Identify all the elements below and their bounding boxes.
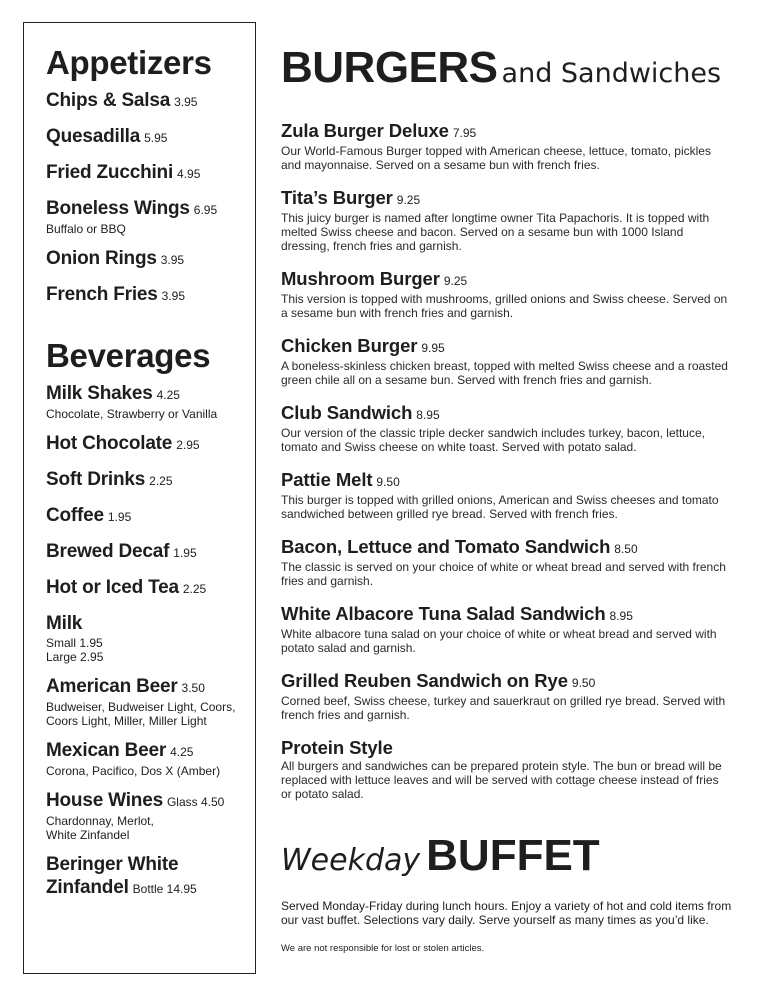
item-description: Corned beef, Swiss cheese, turkey and sauerkraut on grilled rye bread. Served with french fries and garnish. [281, 694, 726, 722]
item-name-line [281, 402, 751, 426]
item-description: This juicy burger is named after longtime owner Tita Papachoris. It is topped with melted Swiss cheese and bacon. Served on a sesame bun with 1000 Island dressing, french fries and garnish. [281, 211, 710, 253]
item-price: 4.95 [177, 167, 201, 181]
item-note: Large 2.95 [46, 650, 104, 664]
item-name-line [46, 382, 255, 407]
item-price: 4.25 [156, 388, 180, 402]
item-description: This version is topped with mushrooms, grilled onions and Swiss cheese. Served on a sesame bun with french fries and garnish. [281, 292, 728, 320]
item-name-line [46, 504, 255, 529]
item-name: House Wines [46, 790, 163, 811]
menu-item [46, 876, 255, 901]
menu-item [46, 161, 255, 186]
item-price: 3.95 [161, 289, 185, 303]
item-note: Buffalo or BBQ [46, 222, 126, 236]
item-note: Chardonnay, Merlot, [46, 814, 154, 828]
burgers-list [281, 120, 751, 801]
menu-item [46, 197, 255, 236]
menu-item [46, 283, 255, 308]
item-note: Coors Light, Miller, Miller Light [46, 714, 207, 728]
item-price: 5.95 [144, 131, 168, 145]
item-name: Grilled Reuben Sandwich on Rye [281, 670, 568, 691]
menu-item [46, 89, 255, 114]
item-name-line [46, 876, 255, 901]
item-note: Small 1.95 [46, 636, 103, 650]
menu-item [281, 268, 751, 320]
item-name-line [281, 120, 751, 144]
item-price: 8.95 [609, 609, 633, 623]
item-price: 9.50 [376, 475, 400, 489]
menu-item [281, 536, 751, 588]
appetizers-heading: Appetizers [46, 44, 212, 81]
burgers-section [281, 44, 751, 954]
menu-item [46, 540, 255, 565]
item-price: 3.50 [181, 681, 205, 695]
item-name-line [46, 540, 255, 565]
item-price: 9.95 [421, 341, 445, 355]
item-name-line [46, 853, 255, 877]
menu-item [281, 670, 751, 722]
item-name-line [281, 335, 751, 359]
item-price: 9.25 [396, 193, 421, 207]
item-name: Mushroom Burger [281, 268, 440, 289]
menu-item [46, 468, 255, 493]
appetizers-list [46, 89, 255, 308]
menu-item [281, 187, 751, 253]
item-name-line [46, 739, 255, 764]
beverages-list [46, 382, 255, 901]
item-price: 3.95 [160, 253, 185, 267]
item-description: A boneless-skinless chicken breast, topped with melted Swiss cheese and a roasted green chile all on a sesame bun. Served with french fries and garnish. [281, 359, 728, 387]
item-price: 4.25 [170, 745, 194, 759]
item-description: All burgers and sandwiches can be prepared protein style. The bun or bread will be replaced with lettuce leaves and will be served with cottage cheese instead of fries or potato salad. [281, 759, 722, 801]
menu-item [46, 789, 255, 842]
item-price: 7.95 [452, 126, 477, 140]
buffet-title-script: Weekday [281, 843, 421, 878]
item-price: 2.25 [182, 582, 207, 596]
menu-item [46, 675, 255, 728]
item-price: 1.95 [173, 546, 197, 560]
item-name-line [46, 675, 255, 700]
item-price: Bottle 14.95 [132, 882, 197, 896]
menu-item [46, 382, 255, 421]
item-name: Hot Chocolate [46, 433, 173, 454]
burgers-title-bold: BURGERS [281, 43, 498, 92]
item-price: 2.95 [176, 438, 200, 452]
item-price: 8.50 [614, 542, 638, 556]
item-name: Brewed Decaf [46, 541, 170, 562]
drinks-appetizers-panel [23, 22, 256, 974]
item-name: Pattie Melt [281, 469, 373, 490]
menu-item [281, 469, 751, 521]
item-price: Glass 4.50 [166, 795, 225, 809]
item-name: Bacon, Lettuce and Tomato Sandwich [281, 536, 611, 557]
item-note: Corona, Pacifico, Dos X (Amber) [46, 764, 221, 778]
disclaimer: We are not responsible for lost or stolen articles. [281, 943, 485, 954]
menu-item [281, 335, 751, 387]
buffet-title [281, 831, 751, 891]
item-name-line [46, 283, 255, 308]
item-name: Coffee [46, 505, 104, 526]
item-name: Zinfandel [46, 877, 129, 898]
burgers-title [281, 44, 751, 102]
item-name-line [46, 161, 255, 186]
item-name-line [46, 789, 255, 814]
item-price: 6.95 [193, 203, 218, 217]
item-name: Hot or Iced Tea [46, 577, 179, 598]
item-price: 8.95 [416, 408, 440, 422]
item-name-line [46, 125, 255, 150]
item-name-line [46, 576, 255, 601]
menu-item [281, 120, 751, 172]
item-name: Zula Burger Deluxe [281, 120, 449, 141]
item-name: Chips & Salsa [46, 90, 171, 111]
menu-item [46, 853, 255, 877]
item-price: 3.95 [174, 95, 198, 109]
item-name-line [281, 187, 751, 211]
menu-item [46, 612, 255, 664]
menu-item [281, 402, 751, 454]
item-name: Fried Zucchini [46, 162, 174, 183]
menu-item [46, 504, 255, 529]
item-name-line [46, 197, 255, 222]
item-price: 9.50 [571, 676, 596, 690]
item-price: 9.25 [443, 274, 468, 288]
item-name: Mexican Beer [46, 740, 167, 761]
menu-item [46, 247, 255, 272]
menu-item [46, 125, 255, 150]
item-name-line [281, 536, 751, 560]
menu-item [46, 432, 255, 457]
item-name: French Fries [46, 284, 158, 305]
buffet-title-bold: BUFFET [426, 831, 600, 880]
item-description: The classic is served on your choice of white or wheat bread and served with french fries and garnish. [281, 560, 726, 588]
item-name: Boneless Wings [46, 198, 190, 219]
item-name-line [46, 432, 255, 457]
item-name-line [46, 468, 255, 493]
menu-item [281, 603, 751, 655]
beverages-heading: Beverages [46, 337, 211, 374]
item-note: Chocolate, Strawberry or Vanilla [46, 407, 218, 421]
item-name: Soft Drinks [46, 469, 146, 490]
item-name-line [46, 89, 255, 114]
item-description: Our version of the classic triple decker sandwich includes turkey, bacon, lettuce, tomato and Swiss cheese on white toast. Served with potato salad. [281, 426, 705, 454]
item-note: Budweiser, Budweiser Light, Coors, [46, 700, 236, 714]
item-name-line [46, 247, 255, 272]
item-name-line [281, 670, 751, 694]
menu-item [281, 737, 751, 801]
item-price: 1.95 [107, 510, 132, 524]
item-name: Chicken Burger [281, 335, 418, 356]
item-name: Onion Rings [46, 248, 157, 269]
item-name: Milk [46, 613, 83, 634]
burgers-title-script: and Sandwiches [501, 58, 722, 89]
item-name: Club Sandwich [281, 402, 413, 423]
item-name: Milk Shakes [46, 383, 153, 404]
item-note: White Zinfandel [46, 828, 130, 842]
buffet-description: Served Monday-Friday during lunch hours. Enjoy a variety of hot and cold items from our vast buffet. Selections vary daily. Serve yourself as many times as you’d like. [281, 899, 732, 927]
item-name: Quesadilla [46, 126, 141, 147]
item-name: Beringer White [46, 854, 179, 875]
item-name-line [281, 603, 751, 627]
item-name-line [281, 737, 751, 759]
menu-item [46, 576, 255, 601]
item-name: Protein Style [281, 737, 393, 758]
item-name: Tita’s Burger [281, 187, 393, 208]
item-price: 2.25 [149, 474, 173, 488]
item-name: White Albacore Tuna Salad Sandwich [281, 603, 606, 624]
item-name-line [281, 268, 751, 292]
menu-item [46, 739, 255, 778]
item-name-line [46, 612, 255, 636]
item-name-line [281, 469, 751, 493]
item-name: American Beer [46, 676, 178, 697]
item-description: Our World-Famous Burger topped with American cheese, lettuce, tomato, pickles and mayonnaise. Served on a sesame bun with french fries. [281, 144, 711, 172]
item-description: This burger is topped with grilled onions, American and Swiss cheeses and tomato sandwiched between grilled rye bread. Served with french fries. [281, 493, 719, 521]
item-description: White albacore tuna salad on your choice of white or wheat bread and served with potato salad and garnish. [281, 627, 717, 655]
